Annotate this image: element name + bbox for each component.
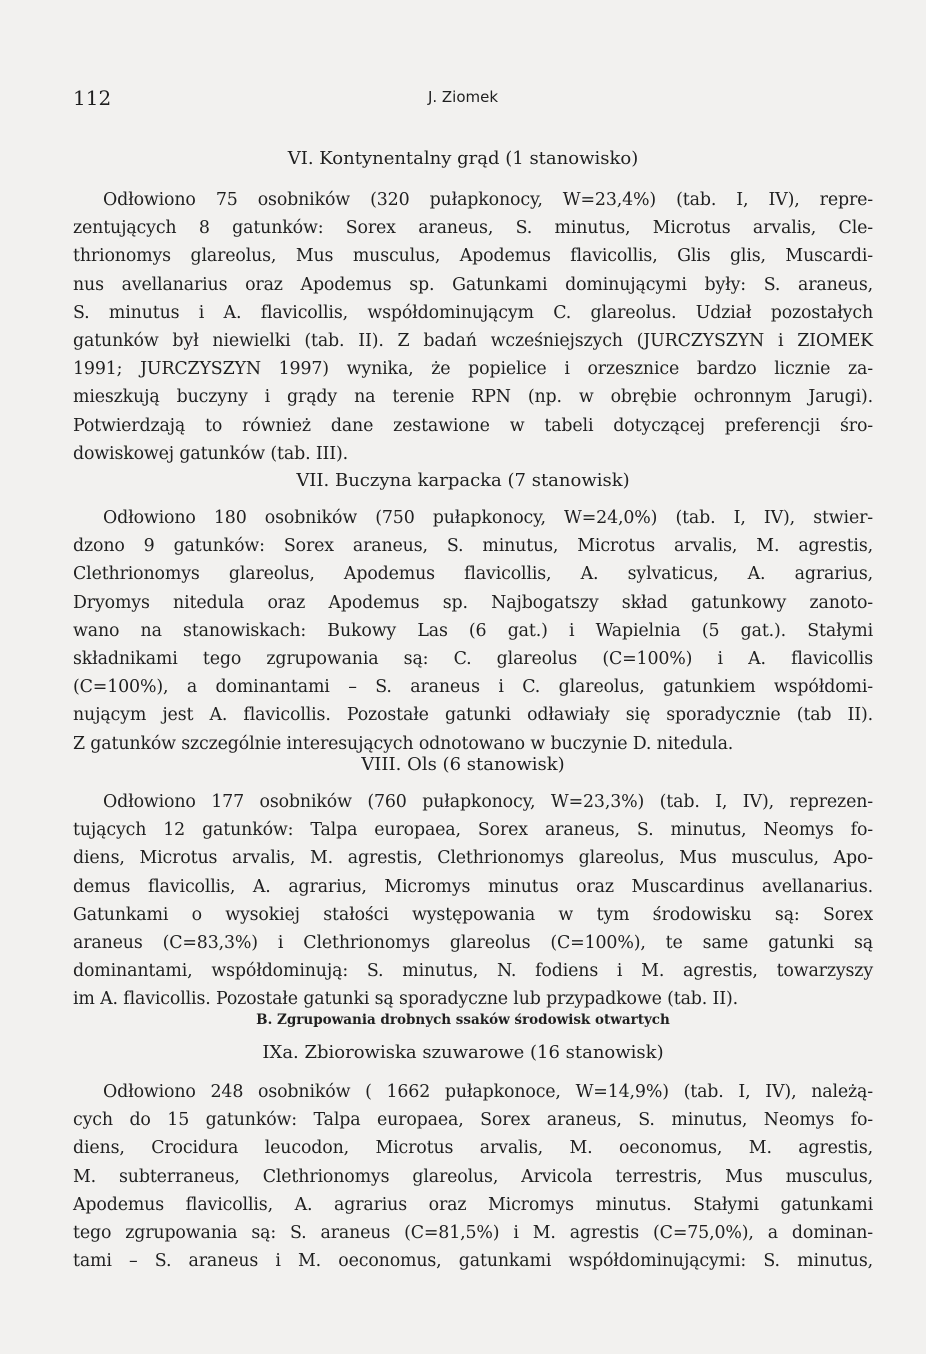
paragraph-line: mieszkują buczyny i grądy na terenie RPN (np. w obrębie ochronnym Jarugi). (73, 387, 873, 408)
running-head: J. Ziomek (427, 88, 499, 106)
paragraph-line: dowiskowej gatunków (tab. III). (73, 443, 348, 464)
paragraph-line: im A. flavicollis. Pozostałe gatunki są sporadyczne lub przypadkowe (tab. II). (73, 989, 738, 1010)
paragraph-line: Gatunkami o wysokiej stałości występowania w tym środowisku są: Sorex (73, 904, 873, 925)
paragraph-line: wano na stanowiskach: Bukowy Las (6 gat.) i Wapielnia (5 gat.). Stałymi (73, 620, 873, 641)
section-title-vi: VI. Kontynentalny grąd (1 stanowisko) (287, 148, 639, 169)
paragraph-line: 1991; JURCZYSZYN 1997) wynika, że popielice i orzesznice bardzo licznie za- (73, 359, 873, 380)
paragraph-line: Dryomys nitedula oraz Apodemus sp. Najbogatszy skład gatunkowy zanoto- (73, 592, 873, 613)
paragraph-line: Clethrionomys glareolus, Apodemus flavicollis, A. sylvaticus, A. agrarius, (73, 564, 873, 585)
section-body-viii (73, 788, 873, 1014)
paragraph-line: Potwierdzają to również dane zestawione w tabeli dotyczącej preferencji śro- (73, 415, 873, 436)
paragraph-line: zentujących 8 gatunków: Sorex araneus, S. minutus, Microtus arvalis, Cle- (73, 218, 873, 239)
paragraph-line: dominantami, współdominują: S. minutus, N. fodiens i M. agrestis, towarzyszy (73, 961, 873, 982)
paragraph-line: tami – S. araneus i M. oeconomus, gatunkami współdominującymi: S. minutus, (73, 1251, 873, 1272)
paragraph-line: gatunków był niewielki (tab. II). Z badań wcześniejszych (JURCZYSZYN i ZIOMEK (73, 330, 873, 351)
paragraph-line: nującym jest A. flavicollis. Pozostałe gatunki odławiały się sporadycznie (tab II). (73, 705, 873, 726)
paragraph-line: Odłowiono 180 osobników (750 pułapkonocy, W=24,0%) (tab. I, IV), stwier- (103, 508, 873, 528)
paragraph-line: Apodemus flavicollis, A. agrarius oraz Micromys minutus. Stałymi gatunkami (73, 1194, 873, 1215)
section-title-viii: VIII. Ols (6 stanowisk) (361, 754, 565, 775)
section-body-ixa (73, 1078, 873, 1275)
paragraph-line: cych do 15 gatunków: Talpa europaea, Sorex araneus, S. minutus, Neomys fo- (73, 1110, 873, 1131)
paragraph-line: araneus (C=83,3%) i Clethrionomys glareolus (C=100%), te same gatunki są (73, 932, 873, 953)
paragraph-line: dzono 9 gatunków: Sorex araneus, S. minutus, Microtus arvalis, M. agrestis, (73, 536, 873, 557)
paragraph-line: Z gatunków szczególnie interesujących odnotowano w buczynie D. nitedula. (73, 733, 734, 754)
paragraph-line: składnikami tego zgrupowania są: C. glareolus (C=100%) i A. flavicollis (73, 648, 873, 669)
paragraph-line: Odłowiono 248 osobników ( 1662 pułapkonoce, W=14,9%) (tab. I, IV), należą- (103, 1082, 873, 1102)
paragraph-line: nus avellanarius oraz Apodemus sp. Gatunkami dominującymi były: S. araneus, (73, 274, 873, 295)
section-title-ixa: IXa. Zbiorowiska szuwarowe (16 stanowisk) (262, 1042, 664, 1063)
paragraph-line: (C=100%), a dominantami – S. araneus i C. glareolus, gatunkiem współdomi- (73, 677, 873, 698)
section-body-vi (73, 186, 873, 468)
part-heading-b: B. Zgrupowania drobnych ssaków środowisk otwartych (256, 1012, 670, 1028)
paragraph-line: demus flavicollis, A. agrarius, Micromys minutus oraz Muscardinus avellanarius. (73, 876, 873, 897)
page-number: 112 (73, 86, 112, 110)
paragraph-line: S. minutus i A. flavicollis, współdominującym C. glareolus. Udział pozostałych (73, 302, 873, 323)
paragraph-line: Odłowiono 177 osobników (760 pułapkonocy, W=23,3%) (tab. I, IV), reprezen- (103, 792, 873, 812)
paragraph-line: tujących 12 gatunków: Talpa europaea, Sorex araneus, S. minutus, Neomys fo- (73, 820, 873, 841)
paragraph-line: diens, Microtus arvalis, M. agrestis, Clethrionomys glareolus, Mus musculus, Apo- (73, 848, 873, 869)
paragraph-line: tego zgrupowania są: S. araneus (C=81,5%) i M. agrestis (C=75,0%), a dominan- (73, 1222, 873, 1243)
section-body-vii (73, 504, 873, 758)
paragraph-line: diens, Crocidura leucodon, Microtus arvalis, M. oeconomus, M. agrestis, (73, 1138, 873, 1159)
paragraph-line: thrionomys glareolus, Mus musculus, Apodemus flavicollis, Glis glis, Muscardi- (73, 246, 873, 267)
paragraph-line: Odłowiono 75 osobników (320 pułapkonocy, W=23,4%) (tab. I, IV), repre- (103, 190, 873, 210)
section-title-vii: VII. Buczyna karpacka (7 stanowisk) (296, 470, 630, 491)
paragraph-line: M. subterraneus, Clethrionomys glareolus, Arvicola terrestris, Mus musculus, (73, 1166, 873, 1187)
